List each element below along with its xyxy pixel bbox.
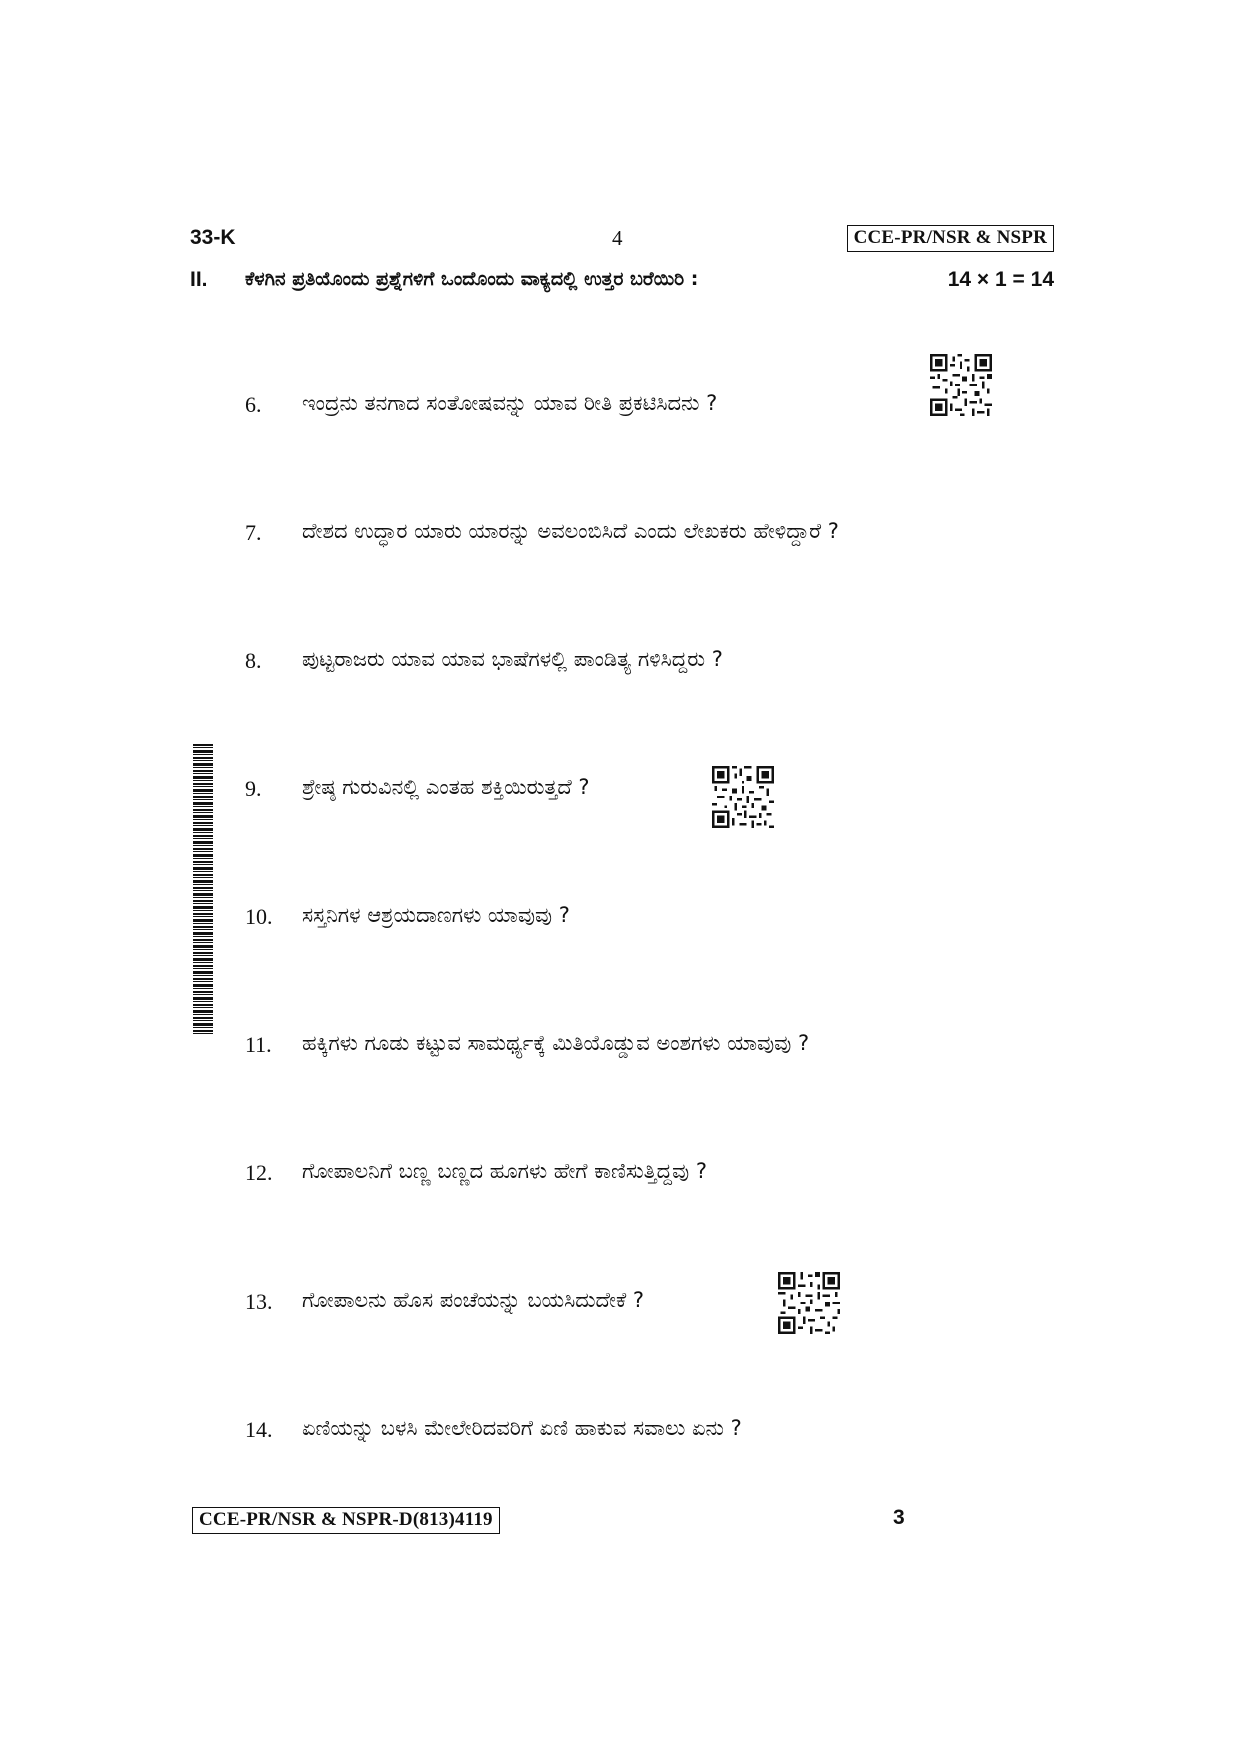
question-text: ಏಣಿಯನ್ನು ಬಳಸಿ ಮೇಲೇರಿದವರಿಗೆ ಏಣಿ ಹಾಕುವ ಸವಾಲು ಏನು ? [302,1416,742,1440]
qr-code-icon [930,354,992,416]
question-number: 6. [245,392,262,417]
question-text: ದೇಶದ ಉದ್ಧಾರ ಯಾರು ಯಾರನ್ನು ಅವಲಂಬಿಸಿದೆ ಎಂದು ಲೇಖಕರು ಹೇಳಿದ್ದಾರೆ ? [302,519,839,543]
question-text: ಪುಟ್ಟರಾಜರು ಯಾವ ಯಾವ ಭಾಷೆಗಳಲ್ಲಿ ಪಾಂಡಿತ್ಯ ಗಳಿಸಿದ್ದರು ? [302,647,723,671]
page-number-top: 4 [612,226,623,250]
question-number: 11. [245,1032,272,1057]
footer-exam-code-box: CCE-PR/NSR & NSPR-D(813)4119 [192,1507,500,1534]
question-text: ಶ್ರೇಷ್ಠ ಗುರುವಿನಲ್ಲಿ ಎಂತಹ ಶಕ್ತಿಯಿರುತ್ತದೆ ? [302,775,590,799]
qr-code-icon [778,1272,840,1334]
qr-code-icon [712,766,774,828]
question-text: ಹಕ್ಕಿಗಳು ಗೂಡು ಕಟ್ಟುವ ಸಾಮರ್ಥ್ಯಕ್ಕೆ ಮಿತಿಯೊಡ್ಡುವ ಅಂಶಗಳು ಯಾವುವು ? [302,1031,810,1055]
question-number: 7. [245,520,262,545]
question-number: 8. [245,648,262,673]
question-text: ಗೋಪಾಲನಿಗೆ ಬಣ್ಣ ಬಣ್ಣದ ಹೂಗಳು ಹೇಗೆ ಕಾಣಿಸುತ್ತಿದ್ದವು ? [302,1159,708,1183]
question-number: 14. [245,1417,273,1442]
question-text: ಇಂದ್ರನು ತನಗಾದ ಸಂತೋಷವನ್ನು ಯಾವ ರೀತಿ ಪ್ರಕಟಿಸಿದನು ? [302,391,718,415]
paper-code: 33-K [190,226,236,249]
section-number: II. [190,268,208,291]
question-number: 10. [245,904,273,929]
section-marks: 14 × 1 = 14 [947,268,1054,291]
question-number: 13. [245,1289,273,1314]
question-number: 12. [245,1160,273,1185]
question-text: ಸಸ್ತನಿಗಳ ಆಶ್ರಯದಾಣಗಳು ಯಾವುವು ? [302,903,570,927]
footer-page-number: 3 [893,1506,905,1529]
question-text: ಗೋಪಾಲನು ಹೊಸ ಪಂಚೆಯನ್ನು ಬಯಸಿದುದೇಕೆ ? [302,1288,645,1312]
question-number: 9. [245,776,262,801]
section-instruction: ಕೆಳಗಿನ ಪ್ರತಿಯೊಂದು ಪ್ರಶ್ನೆಗಳಿಗೆ ಒಂದೊಂದು ವಾಕ್ಯದಲ್ಲಿ ಉತ್ತರ ಬರೆಯಿರಿ : [245,268,699,290]
barcode [193,744,213,1036]
exam-code-box: CCE-PR/NSR & NSPR [847,225,1054,252]
